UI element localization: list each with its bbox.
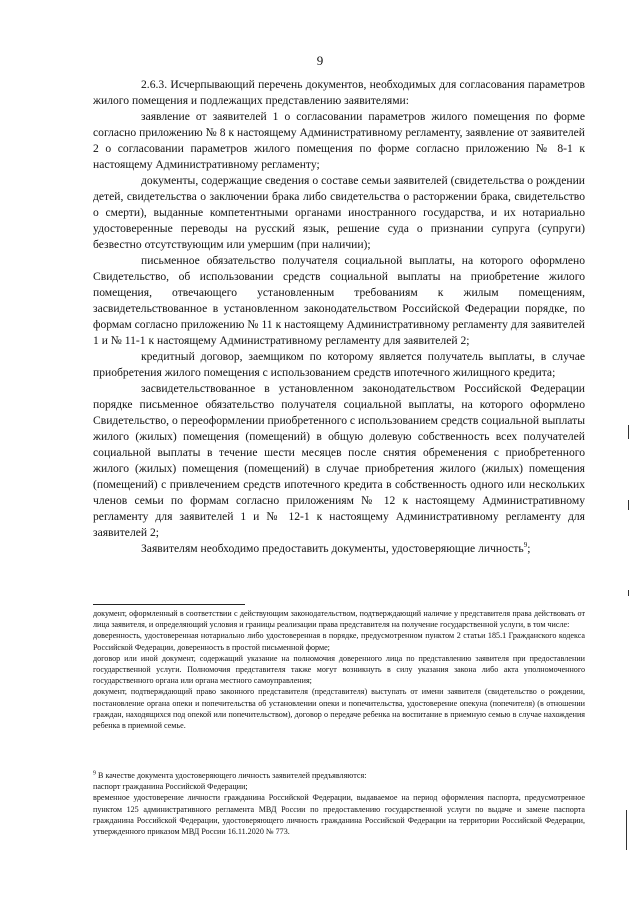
last-paragraph-end: ; (527, 542, 531, 555)
paragraph: письменное обязательство получателя социальной выплаты, на которого оформлено Свидетельство, об использовании средств социальной выплаты на приобретение жилого помещения, отвечающего установленным требованиям к жилым помещениям, засвидетельствованное в установленном законодательством Российской Федерации порядке, по формам согласно приложению № 11 к настоящему Административному регламенту для заявителей 1 и № 11-1 к настоящему Административному регламенту для заявителей 2; (93, 254, 585, 347)
last-paragraph-text: Заявителям необходимо предоставить документы, удостоверяющие личность (141, 542, 524, 555)
footnote-paragraph: паспорт гражданина Российской Федерации; (93, 782, 248, 792)
page-number: 9 (316, 53, 324, 68)
scan-edge-mark (626, 810, 627, 850)
paragraph: заявление от заявителей 1 о согласовании параметров жилого помещения по форме согласно приложению № 8 к настоящему Административному регламенту, заявление от заявителей 2 о согласовании параметров жилого помещения по форме согласно приложению № 8-1 к настоящему Административному регламенту; (93, 110, 585, 171)
paragraph: кредитный договор, заемщиком по которому является получатель выплаты, в случае приобретения жилого помещения с использованием средств ипотечного жилищного кредита; (93, 350, 585, 379)
footnote-ref: 9 (523, 541, 528, 550)
footnote-paragraph: документ, подтверждающий право законного представителя (представителя) выступать от имени заявителя (свидетельство о рождении, постановление органа опеки и попечительства об установлении опеки и попечительства, удостоверение опекуна (попечителя) (в отношении граждан, находящихся под опекой или попечительством), договор о передаче ребенка на воспитание в приемную семью в случае нахождения ребенка в приемной семье. (93, 687, 585, 731)
paragraph: засвидетельствованное в установленном законодательством Российской Федерации порядке письменное обязательство получателя социальной выплаты, на которого оформлено Свидетельство, о переоформлении приобретенного с использованием средств социальной выплаты жилого (жилых) помещения (помещений) в общую долевую собственность всех получателей социальной выплаты в течение шести месяцев после снятия обременения с приобретенного жилого (жилых) помещения (помещений) в случае приобретения жилого (жилых) помещения (помещений) с привлечением средств ипотечного кредита в собственность одного или нескольких членов семьи по формам согласно приложениям № 12 к настоящему Административному регламенту для заявителей 1 и № 12-1 к настоящему Административному регламенту для заявителей 2; (93, 382, 585, 539)
main-text (93, 77, 585, 557)
footnote-paragraph: договор или иной документ, содержащий указание на полномочия доверенного лица по представлению заявителя при предоставлении государственной услуги. Полномочия представителя также могут возникнуть в силу указания закона либо акта уполномоченного государственного органа или органа местного самоуправления; (93, 653, 585, 686)
footnote-paragraph: временное удостоверение личности гражданина Российской Федерации, выдаваемое на период оформления паспорта, предусмотренное пунктом 125 административного регламента МВД России по предоставлению государственной услуги по выдаче и замене паспорта гражданина Российской Федерации, удостоверяющего личность гражданина Российской Федерации на территории Российской Федерации, утвержденного приказом МВД России 16.11.2020 № 773. (93, 793, 585, 837)
footnote-paragraph: документ, оформленный в соответствии с действующим законодательством, подтверждающий наличие у представителя права действовать от лица заявителя, и определяющий условия и границы реализации права представителя на получение государственной услуги, в том числе: (93, 609, 585, 630)
footnote-block-continued (93, 608, 585, 731)
footnote-paragraph: доверенность, удостоверенная нотариально либо удостоверенная в порядке, предусмотренном пунктом 2 статьи 185.1 Гражданского кодекса Российской Федерации, доверенность в простой письменной форме; (93, 631, 585, 652)
scan-edge-mark (628, 425, 629, 439)
footnote-separator (93, 604, 245, 605)
paragraph-last (93, 541, 585, 557)
paragraph: документы, содержащие сведения о составе семьи заявителей (свидетельства о рождении детей, свидетельства о заключении брака либо свидетельства о расторжении брака, свидетельство о смерти), выданные компетентными органами иностранного государства, и их нотариально удостоверенные переводы на русский язык, решение суда о признании супруга (супруги) безвестно отсутствующим или умершим (при наличии); (93, 174, 585, 251)
scan-edge-mark (628, 500, 629, 510)
footnote-9 (93, 770, 585, 837)
paragraph: 2.6.3. Исчерпывающий перечень документов, необходимых для согласования параметров жилого помещения и подлежащих представлению заявителями: (93, 78, 585, 107)
footnote-intro (93, 770, 585, 781)
scan-edge-mark (628, 590, 629, 596)
footnote-intro-text: В качестве документа удостоверяющего личность заявителей предъявляются: (96, 771, 367, 780)
footnote-marker: 9 (93, 770, 96, 777)
